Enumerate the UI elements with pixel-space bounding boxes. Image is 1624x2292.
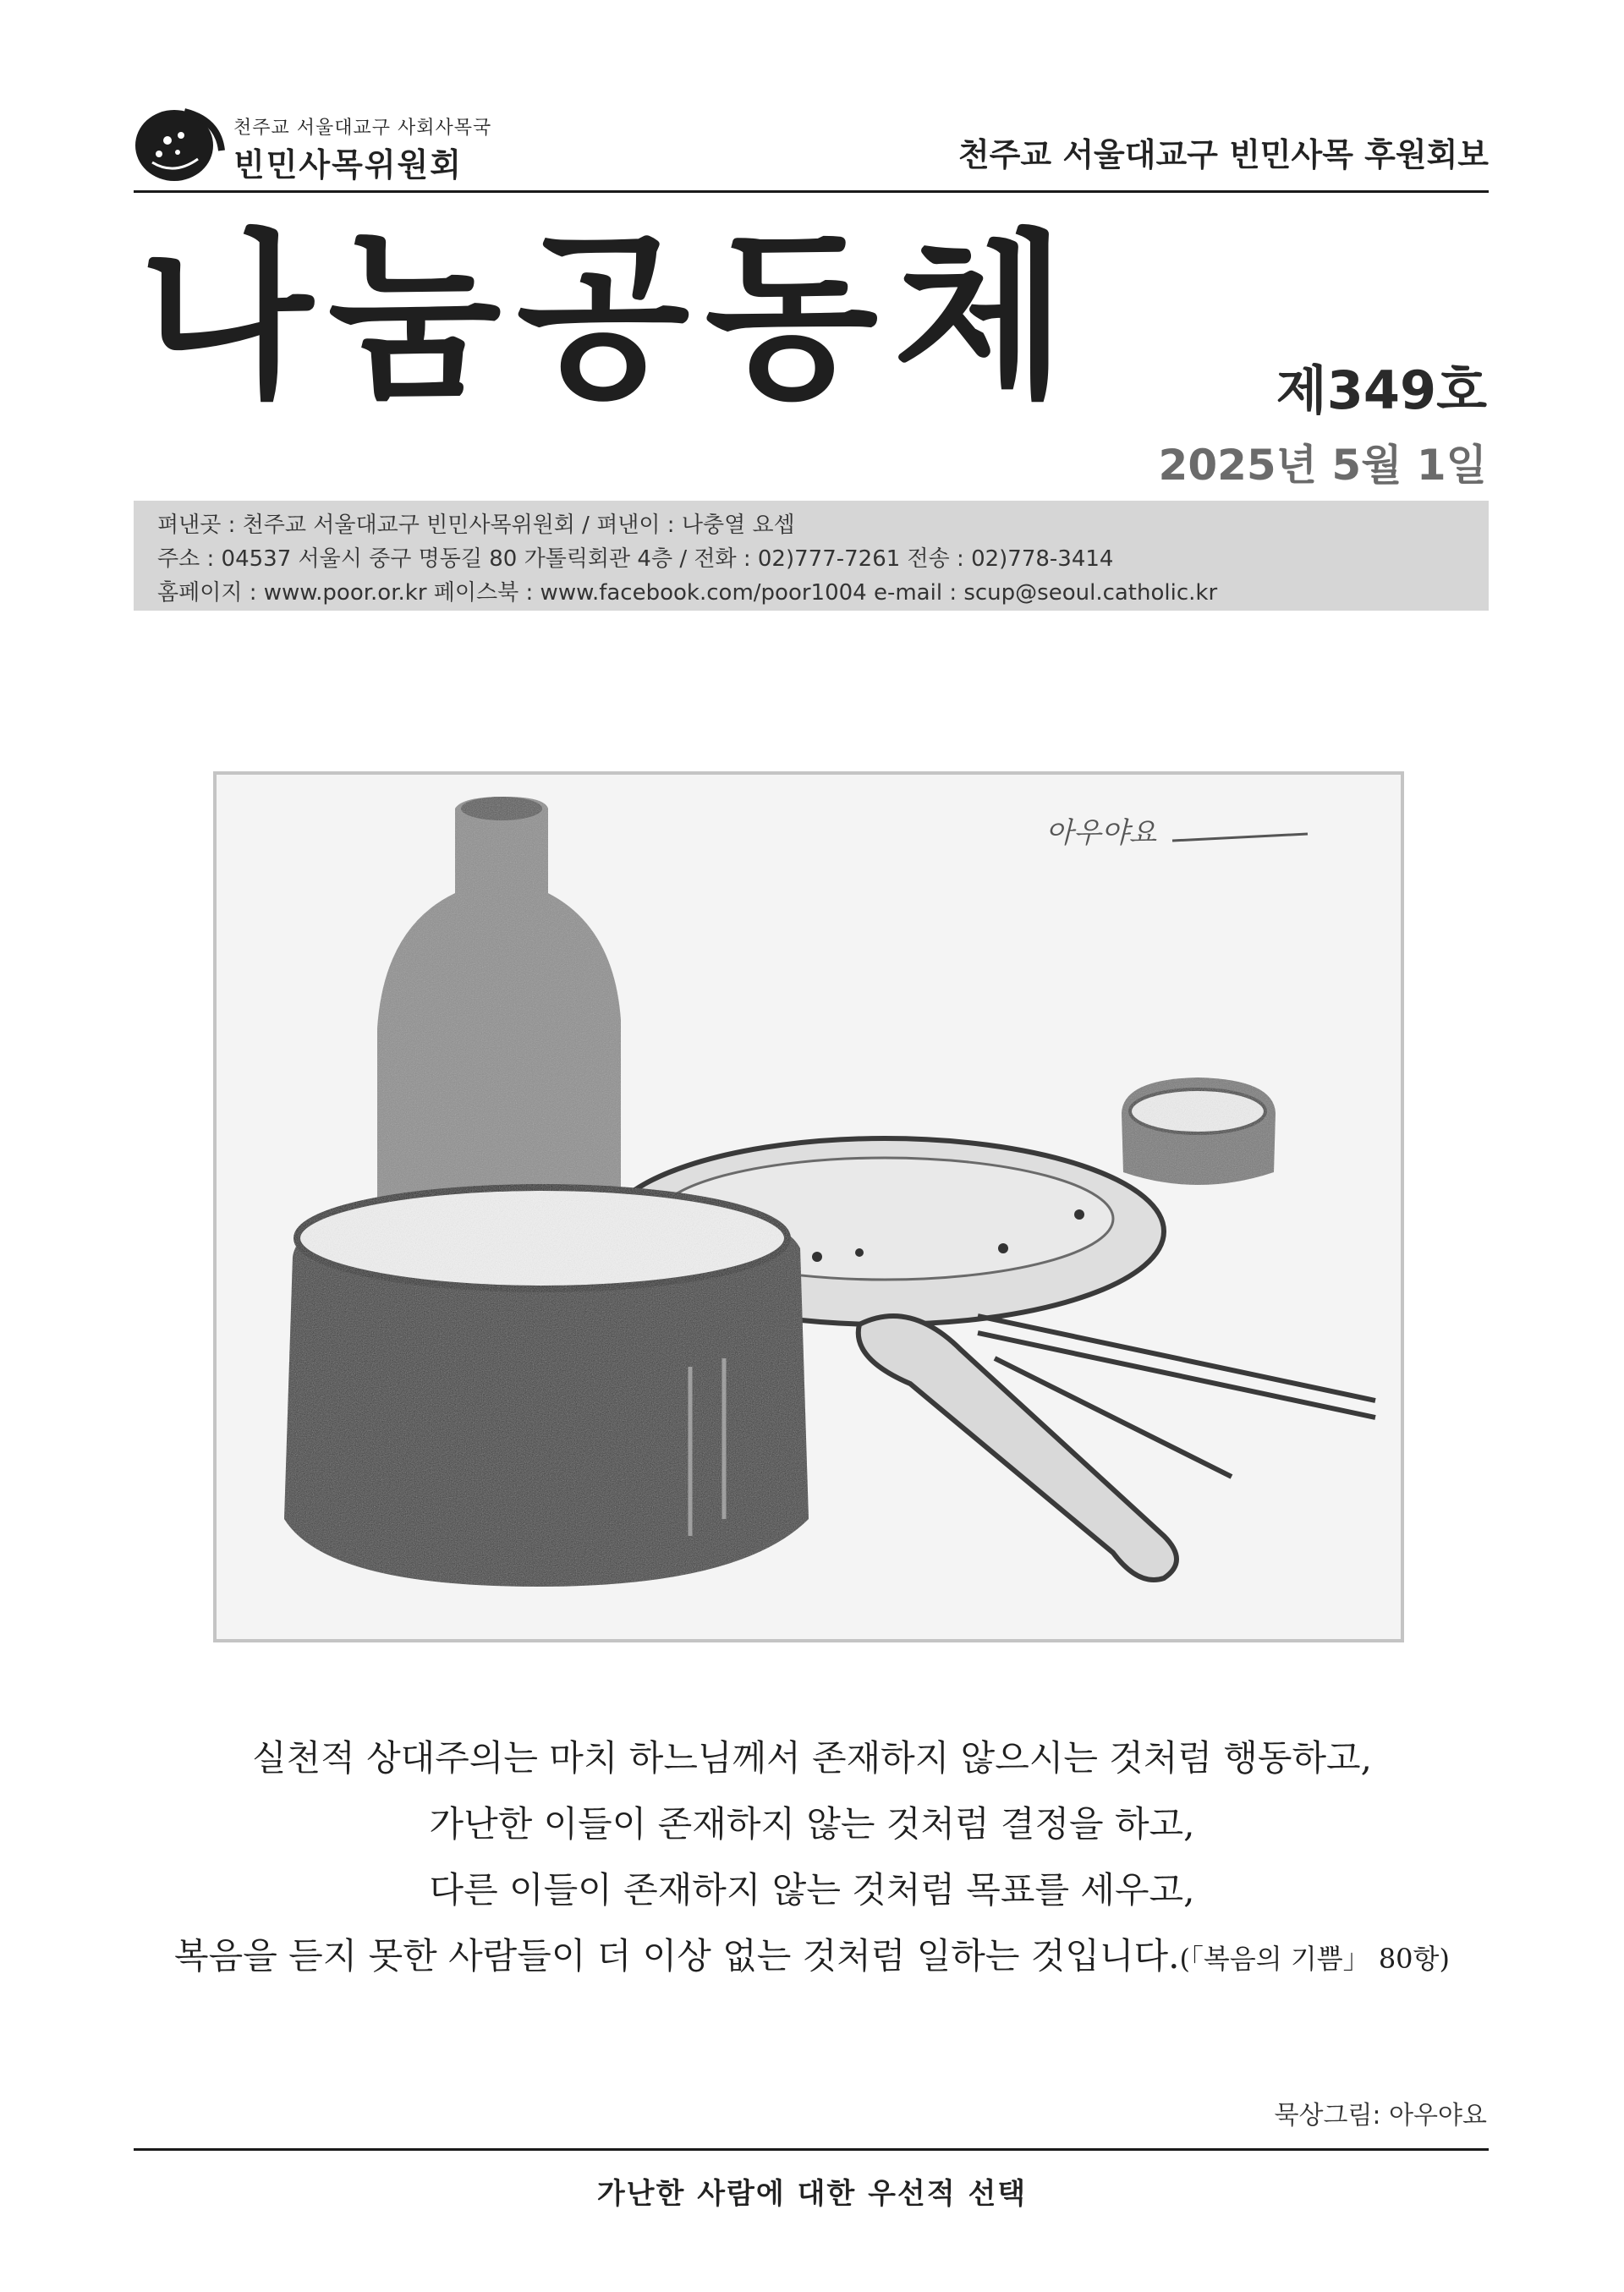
publisher-line: 펴낸곳 : 천주교 서울대교구 빈민사목위원회 / 펴낸이 : 나충열 요셉: [157, 513, 795, 538]
quote-line: 실천적 상대주의는 마치 하느님께서 존재하지 않으시는 것처럼 행동하고,: [252, 1737, 1372, 1779]
quote-line: 다른 이들이 존재하지 않는 것처럼 목표를 세우고,: [429, 1869, 1195, 1911]
svg-text:아우야요: 아우야요: [1045, 816, 1157, 850]
footer-motto: 가난한 사람에 대한 우선적 선택: [596, 2177, 1028, 2211]
spoon-chopsticks-drawing: [859, 1316, 1375, 1580]
artwork-credit: 묵상그림: 아우야요: [1274, 2101, 1487, 2130]
organization-logo: [134, 103, 228, 184]
quote-line: 가난한 이들이 존재하지 않는 것처럼 결정을 하고,: [429, 1803, 1195, 1845]
newsletter-title: 나눔공동체: [140, 213, 1082, 422]
meditation-artwork: [213, 771, 1404, 1642]
quote-citation: (「복음의 기쁨」 80항): [1179, 1943, 1450, 1975]
publication-name: 천주교 서울대교구 빈민사목 후원회보: [957, 136, 1489, 173]
bottle-drawing: [377, 797, 621, 1248]
small-cup-drawing: [1122, 1077, 1276, 1185]
publisher-info-box: [134, 501, 1489, 611]
quote-line: [0, 1928, 1624, 1979]
organization-name: 빈민사목위원회: [233, 146, 463, 184]
artist-signature: [1045, 816, 1308, 850]
address-line: 주소 : 04537 서울시 중구 명동길 80 가톨릭회관 4층 / 전화 : 02)777-7261 전송 : 02)778-3414: [157, 546, 1114, 572]
bowl-drawing: [284, 1187, 809, 1587]
issue-date: 2025년 5월 1일: [1158, 441, 1487, 490]
header-divider: [134, 190, 1489, 193]
web-contact-line: 홈페이지 : www.poor.or.kr 페이스북 : www.facebook.com/poor1004 e-mail : scup@seoul.catholic.kr: [157, 580, 1218, 606]
organization-subtitle: 천주교 서울대교구 사회사목국: [233, 118, 492, 139]
quote-text: 복음을 듣지 못한 사람들이 더 이상 없는 것처럼 일하는 것입니다.: [174, 1935, 1180, 1977]
issue-number: 제349호: [1276, 359, 1487, 421]
footer-divider: [134, 2148, 1489, 2151]
